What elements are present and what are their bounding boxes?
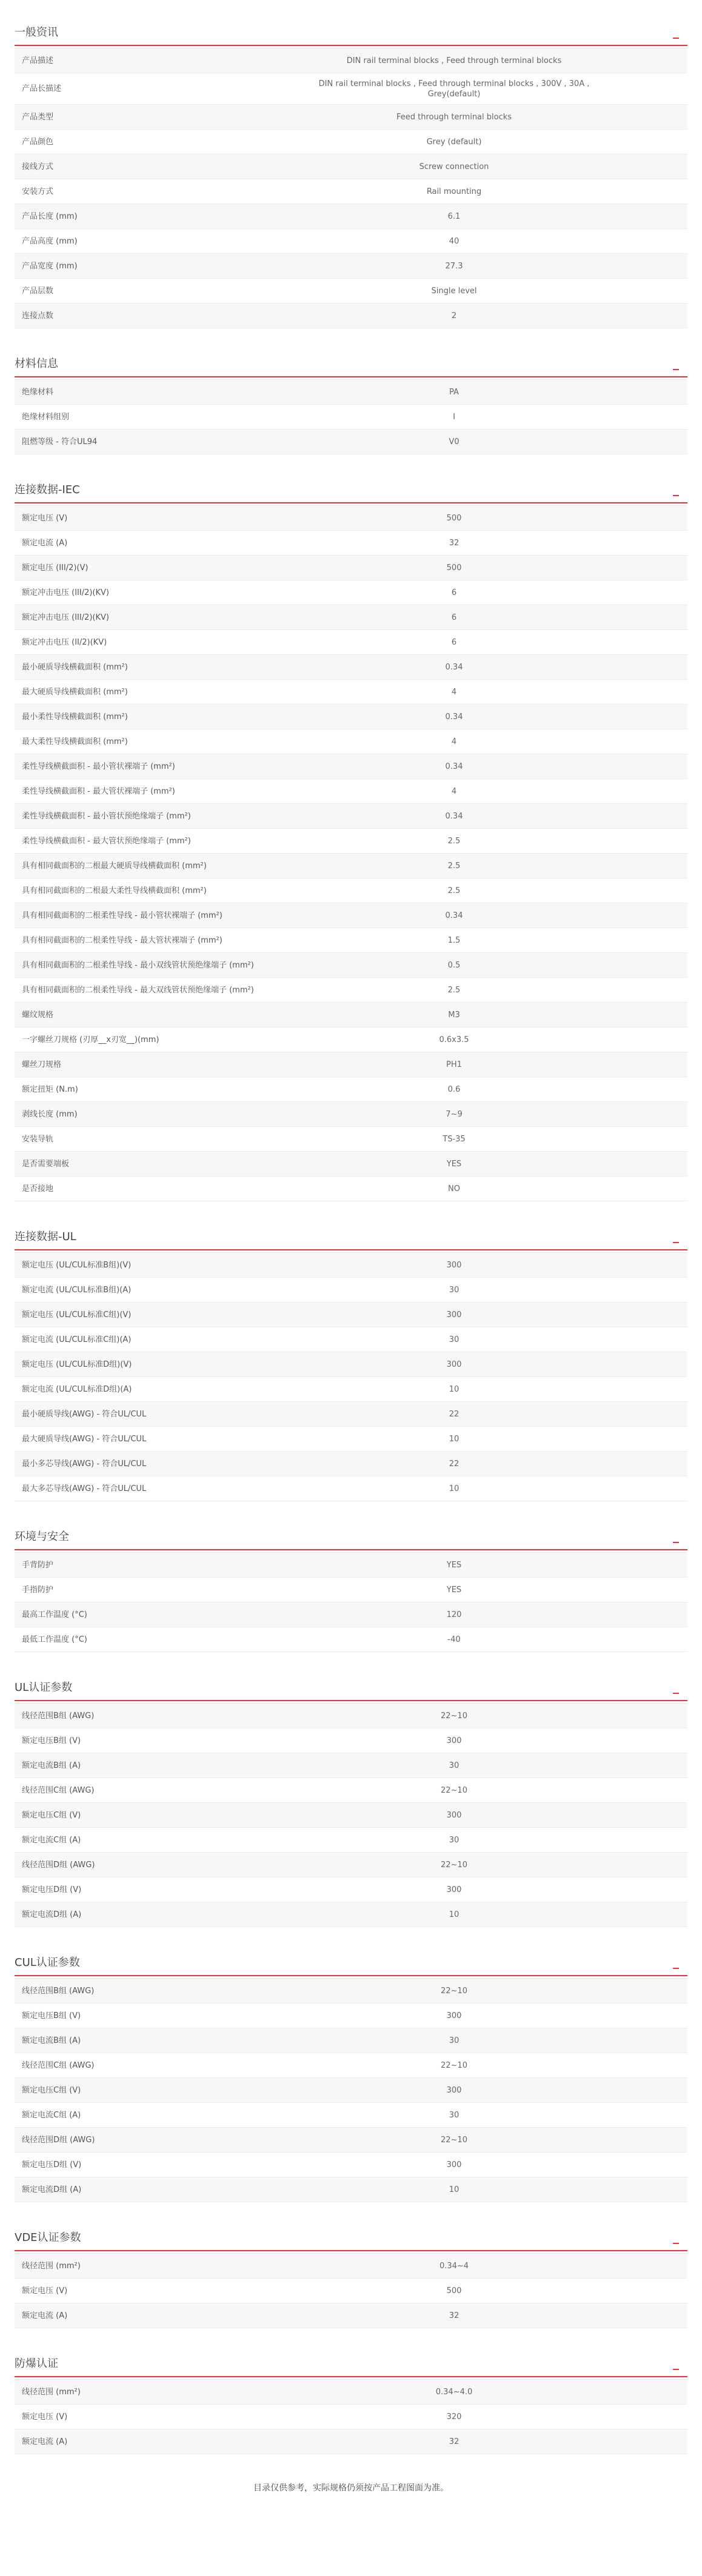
section-title: 一般资讯: [15, 26, 58, 39]
section-title: CUL认证参数: [15, 1956, 80, 1969]
spec-value: 22~10: [441, 2060, 467, 2070]
spec-value: 22~10: [441, 1785, 467, 1795]
spec-value: 500: [446, 513, 462, 523]
spec-value: 27.3: [445, 261, 463, 271]
table-row: [15, 2303, 687, 2328]
table-row: [15, 680, 687, 705]
spec-table: [15, 1703, 687, 1927]
table-row: [15, 630, 687, 655]
spec-label: 额定电流 (A): [22, 538, 68, 548]
spec-value: 2.5: [447, 886, 461, 895]
spec-label: 具有相同截面积的二根柔性导线 - 最小双线管状预绝缘端子 (mm²): [22, 960, 254, 970]
spec-table: [15, 1252, 687, 1501]
section-title: 连接数据-UL: [15, 1230, 76, 1243]
spec-label: 线径范围C组 (AWG): [22, 1785, 95, 1795]
table-row: [15, 105, 687, 130]
spec-value: 0.34: [445, 911, 463, 920]
spec-value: PH1: [446, 1060, 462, 1069]
spec-label: 最大多芯导线(AWG) - 符合UL/CUL: [22, 1484, 147, 1493]
spec-value: 300: [446, 2160, 462, 2169]
collapse-icon[interactable]: [673, 1968, 679, 1969]
spec-value: 300: [446, 1885, 462, 1894]
spec-value: 10: [449, 1384, 460, 1394]
spec-table: [15, 505, 687, 1201]
table-row: [15, 2053, 687, 2078]
spec-section: [15, 2351, 687, 2454]
table-row: [15, 154, 687, 179]
spec-value: DIN rail terminal blocks , Feed through terminal blocks: [346, 56, 562, 65]
spec-value: M3: [448, 1010, 460, 1020]
section-header[interactable]: [15, 1950, 687, 1976]
spec-label: 具有相同截面积的二根柔性导线 - 最大双线管状预绝缘端子 (mm²): [22, 985, 254, 995]
spec-value: 120: [446, 1610, 462, 1619]
section-title: 材料信息: [15, 357, 58, 370]
spec-label: 手背防护: [22, 1560, 54, 1570]
table-row: [15, 1127, 687, 1152]
table-row: [15, 2128, 687, 2153]
table-row: [15, 1778, 687, 1803]
spec-label: 接线方式: [22, 162, 54, 171]
spec-section: [15, 477, 687, 1201]
collapse-icon[interactable]: [673, 38, 679, 39]
spec-value: 300: [446, 1260, 462, 1270]
section-title: 环境与安全: [15, 1530, 69, 1543]
spec-label: 产品长描述: [22, 84, 62, 93]
table-row: [15, 1377, 687, 1402]
table-row: [15, 1177, 687, 1201]
spec-value: 2.5: [447, 985, 461, 995]
table-row: [15, 1102, 687, 1127]
spec-label: 额定电流 (UL/CUL标准C组)(A): [22, 1335, 132, 1344]
table-row: [15, 506, 687, 531]
table-row: [15, 1278, 687, 1303]
spec-table: [15, 1978, 687, 2202]
table-row: [15, 1602, 687, 1627]
collapse-icon[interactable]: [673, 369, 679, 370]
table-row: [15, 2429, 687, 2454]
table-row: [15, 1728, 687, 1753]
section-header[interactable]: [15, 19, 687, 46]
spec-section: [15, 1675, 687, 1927]
spec-value: 300: [446, 2085, 462, 2095]
spec-value: TS-35: [443, 1134, 466, 1144]
spec-value: 22: [449, 1459, 460, 1469]
spec-value: 0.34~4: [439, 2261, 469, 2271]
spec-label: 线径范围D组 (AWG): [22, 1860, 95, 1870]
table-row: [15, 1853, 687, 1877]
spec-value: 4: [451, 687, 457, 697]
spec-label: 额定电压 (V): [22, 2286, 68, 2295]
table-row: [15, 729, 687, 754]
spec-value: 32: [449, 538, 460, 548]
table-row: [15, 1352, 687, 1377]
section-header[interactable]: [15, 1675, 687, 1701]
table-row: [15, 531, 687, 556]
spec-label: 产品类型: [22, 112, 54, 122]
table-row: [15, 903, 687, 928]
spec-value: Grey (default): [426, 137, 482, 147]
table-row: [15, 1452, 687, 1476]
spec-label: 额定电压 (UL/CUL标准D组)(V): [22, 1359, 132, 1369]
spec-value: 7~9: [446, 1109, 463, 1119]
spec-label: 阻燃等级 - 符合UL94: [22, 437, 98, 446]
table-row: [15, 229, 687, 254]
spec-label: 额定电压 (V): [22, 2412, 68, 2422]
table-row: [15, 1253, 687, 1278]
spec-value: 10: [449, 1484, 460, 1493]
spec-value: 0.6: [447, 1084, 461, 1094]
spec-label: 最小多芯导线(AWG) - 符合UL/CUL: [22, 1459, 147, 1469]
spec-label: 线径范围C组 (AWG): [22, 2060, 95, 2070]
table-row: [15, 1402, 687, 1427]
table-row: [15, 2177, 687, 2202]
spec-value: 0.5: [447, 960, 461, 970]
spec-value: 300: [446, 1359, 462, 1369]
spec-label: 额定电流C组 (A): [22, 2110, 81, 2120]
spec-value: Rail mounting: [426, 187, 482, 196]
table-row: [15, 1979, 687, 2003]
spec-value: 0.34: [445, 811, 463, 821]
spec-label: 绝缘材料: [22, 387, 54, 397]
table-row: [15, 279, 687, 304]
table-row: [15, 878, 687, 903]
spec-value: 0.34: [445, 662, 463, 672]
spec-label: 最小硬质导线(AWG) - 符合UL/CUL: [22, 1409, 147, 1419]
spec-value: 6: [451, 612, 457, 622]
table-row: [15, 1578, 687, 1602]
spec-value: 2: [451, 311, 457, 320]
spec-label: 产品高度 (mm): [22, 236, 78, 246]
table-row: [15, 705, 687, 729]
spec-value: 1.5: [447, 935, 461, 945]
spec-value: 0.34: [445, 762, 463, 771]
section-header[interactable]: [15, 2351, 687, 2377]
spec-section: [15, 1224, 687, 1501]
spec-label: 具有相同截面积的二根最大柔性导线横截面积 (mm²): [22, 886, 207, 895]
spec-value: Single level: [431, 286, 477, 296]
spec-sections: [15, 19, 687, 2454]
spec-value: 4: [451, 786, 457, 796]
table-row: [15, 978, 687, 1003]
spec-label: 额定电流D组 (A): [22, 1910, 82, 1919]
spec-label: 额定电流C组 (A): [22, 1835, 81, 1845]
spec-label: 安装导轨: [22, 1134, 54, 1144]
table-row: [15, 1704, 687, 1728]
spec-label: 额定电流B组 (A): [22, 1761, 81, 1770]
table-row: [15, 556, 687, 580]
spec-label: 额定电压 (UL/CUL标准C组)(V): [22, 1310, 132, 1320]
spec-label: 额定电流 (UL/CUL标准D组)(A): [22, 1384, 132, 1394]
table-row: [15, 2405, 687, 2429]
spec-value: 22~10: [441, 1860, 467, 1870]
spec-value: 500: [446, 2286, 462, 2295]
spec-value: 30: [449, 2110, 460, 2120]
collapse-icon[interactable]: [673, 1542, 679, 1543]
spec-label: 额定电流D组 (A): [22, 2185, 82, 2194]
spec-label: 额定电压B组 (V): [22, 2011, 81, 2020]
spec-label: 额定扭矩 (N.m): [22, 1084, 78, 1094]
table-row: [15, 1476, 687, 1501]
spec-label: 额定电流 (A): [22, 2437, 68, 2446]
spec-value: 22~10: [441, 2135, 467, 2145]
table-row: [15, 1003, 687, 1027]
spec-value: 300: [446, 1310, 462, 1320]
spec-page: [15, 0, 687, 2518]
table-row: [15, 1303, 687, 1327]
spec-section: [15, 351, 687, 454]
spec-value: 300: [446, 1810, 462, 1820]
spec-table: [15, 2253, 687, 2328]
table-row: [15, 254, 687, 279]
table-row: [15, 204, 687, 229]
table-row: [15, 1753, 687, 1778]
spec-label: 额定电压D组 (V): [22, 2160, 82, 2169]
spec-value: 10: [449, 2185, 460, 2194]
spec-value: 4: [451, 737, 457, 746]
spec-value: V0: [449, 437, 460, 446]
spec-value: DIN rail terminal blocks , Feed through terminal blocks , 300V , 30A , Grey(default): [318, 79, 590, 99]
spec-label: 柔性导线横截面积 - 最大管状预绝缘端子 (mm²): [22, 836, 191, 846]
spec-label: 最高工作温度 (°C): [22, 1610, 87, 1619]
spec-value: 30: [449, 1285, 460, 1295]
table-row: [15, 1877, 687, 1902]
spec-value: 300: [446, 2011, 462, 2020]
table-row: [15, 829, 687, 854]
table-row: [15, 580, 687, 605]
table-row: [15, 1327, 687, 1352]
table-row: [15, 73, 687, 105]
table-row: [15, 405, 687, 430]
spec-value: YES: [446, 1560, 462, 1570]
spec-label: 额定电压 (UL/CUL标准B组)(V): [22, 1260, 132, 1270]
section-header[interactable]: [15, 351, 687, 377]
spec-label: 额定冲击电压 (III/2)(KV): [22, 612, 109, 622]
table-row: [15, 1828, 687, 1853]
spec-label: 线径范围 (mm²): [22, 2387, 81, 2397]
spec-section: [15, 1950, 687, 2202]
spec-table: [15, 379, 687, 454]
spec-value: 22~10: [441, 1711, 467, 1721]
spec-value: 6: [451, 588, 457, 597]
spec-label: 额定电压 (V): [22, 513, 68, 523]
table-row: [15, 430, 687, 454]
spec-section: [15, 2225, 687, 2328]
spec-table: [15, 1552, 687, 1652]
spec-label: 产品颜色: [22, 137, 54, 147]
spec-label: 最小硬质导线横截面积 (mm²): [22, 662, 128, 672]
spec-label: 线径范围B组 (AWG): [22, 1986, 95, 1996]
table-row: [15, 2003, 687, 2028]
table-row: [15, 854, 687, 878]
table-row: [15, 2103, 687, 2128]
spec-label: 最大硬质导线(AWG) - 符合UL/CUL: [22, 1434, 147, 1444]
table-row: [15, 1027, 687, 1052]
spec-table: [15, 2379, 687, 2454]
spec-label: 额定电流 (UL/CUL标准B组)(A): [22, 1285, 132, 1295]
spec-label: 产品描述: [22, 56, 54, 65]
spec-label: 剥线长度 (mm): [22, 1109, 78, 1119]
table-row: [15, 1152, 687, 1177]
table-row: [15, 304, 687, 328]
spec-label: 螺丝刀规格: [22, 1060, 62, 1069]
section-title: 连接数据-IEC: [15, 483, 80, 496]
spec-label: 具有相同截面积的二根柔性导线 - 最小管状裸端子 (mm²): [22, 911, 222, 920]
spec-label: 安装方式: [22, 187, 54, 196]
spec-label: 线径范围 (mm²): [22, 2261, 81, 2271]
section-header[interactable]: [15, 1524, 687, 1550]
spec-label: 线径范围B组 (AWG): [22, 1711, 95, 1721]
spec-value: 2.5: [447, 861, 461, 871]
spec-label: 螺纹规格: [22, 1010, 54, 1020]
table-row: [15, 655, 687, 680]
spec-label: 额定冲击电压 (II/2)(KV): [22, 637, 107, 647]
spec-section: [15, 19, 687, 328]
spec-label: 最低工作温度 (°C): [22, 1635, 87, 1644]
spec-label: 具有相同截面积的二根柔性导线 - 最大管状裸端子 (mm²): [22, 935, 222, 945]
spec-label: 产品长度 (mm): [22, 211, 78, 221]
spec-value: 6.1: [447, 211, 461, 221]
table-row: [15, 928, 687, 953]
spec-label: 最大柔性导线横截面积 (mm²): [22, 737, 128, 746]
spec-value: 32: [449, 2311, 460, 2320]
spec-value: 0.6x3.5: [439, 1035, 469, 1044]
table-row: [15, 2078, 687, 2103]
spec-value: 30: [449, 1835, 460, 1845]
spec-value: 32: [449, 2437, 460, 2446]
spec-label: 柔性导线横截面积 - 最大管状裸端子 (mm²): [22, 786, 175, 796]
spec-label: 产品层数: [22, 286, 54, 296]
collapse-icon[interactable]: [673, 1242, 679, 1243]
table-row: [15, 953, 687, 978]
table-row: [15, 380, 687, 405]
spec-label: 额定电流 (A): [22, 2311, 68, 2320]
table-row: [15, 1553, 687, 1578]
spec-label: 是否需要端板: [22, 1159, 70, 1169]
table-row: [15, 804, 687, 829]
section-title: UL认证参数: [15, 1681, 73, 1694]
spec-label: 手指防护: [22, 1585, 54, 1595]
spec-value: YES: [446, 1585, 462, 1595]
spec-label: 额定电压 (III/2)(V): [22, 563, 89, 573]
spec-value: 22: [449, 1409, 460, 1419]
spec-value: Feed through terminal blocks: [396, 112, 512, 122]
spec-label: 额定电压C组 (V): [22, 1810, 81, 1820]
spec-value: 500: [446, 563, 462, 573]
section-header[interactable]: [15, 2225, 687, 2251]
table-row: [15, 2380, 687, 2405]
table-row: [15, 2254, 687, 2279]
collapse-icon[interactable]: [673, 2369, 679, 2370]
spec-label: 绝缘材料组别: [22, 412, 70, 422]
spec-value: 10: [449, 1434, 460, 1444]
table-row: [15, 130, 687, 154]
spec-label: 具有相同截面积的二根最大硬质导线横截面积 (mm²): [22, 861, 207, 871]
spec-section: [15, 1524, 687, 1652]
spec-label: 线径范围D组 (AWG): [22, 2135, 95, 2145]
table-row: [15, 2279, 687, 2303]
spec-label: 额定冲击电压 (III/2)(KV): [22, 588, 109, 597]
collapse-icon[interactable]: [673, 1693, 679, 1694]
spec-value: 40: [449, 236, 460, 246]
spec-value: 22~10: [441, 1986, 467, 1996]
table-row: [15, 754, 687, 779]
spec-value: 2.5: [447, 836, 461, 846]
spec-label: 额定电流B组 (A): [22, 2036, 81, 2045]
table-row: [15, 2028, 687, 2053]
section-header[interactable]: [15, 477, 687, 503]
spec-value: 300: [446, 1736, 462, 1745]
spec-value: 10: [449, 1910, 460, 1919]
spec-label: 额定电压D组 (V): [22, 1885, 82, 1894]
table-row: [15, 1427, 687, 1452]
spec-value: 30: [449, 1335, 460, 1344]
spec-value: 0.34: [445, 712, 463, 722]
table-row: [15, 179, 687, 204]
footnote: 目录仅供参考，实际规格仍须按产品工程图面为准。: [253, 2483, 449, 2493]
section-title: 防爆认证: [15, 2357, 58, 2370]
table-row: [15, 605, 687, 630]
spec-value: 0.34~4.0: [435, 2387, 473, 2397]
spec-value: -40: [447, 1635, 461, 1644]
spec-label: 额定电压C组 (V): [22, 2085, 81, 2095]
spec-value: NO: [448, 1184, 460, 1193]
spec-label: 连接点数: [22, 311, 54, 320]
spec-table: [15, 48, 687, 328]
spec-label: 柔性导线横截面积 - 最小管状预绝缘端子 (mm²): [22, 811, 191, 821]
table-row: [15, 1077, 687, 1102]
spec-value: I: [453, 412, 455, 422]
table-row: [15, 1052, 687, 1077]
spec-label: 额定电压B组 (V): [22, 1736, 81, 1745]
spec-value: 30: [449, 2036, 460, 2045]
table-row: [15, 779, 687, 804]
table-row: [15, 2153, 687, 2177]
spec-label: 柔性导线横截面积 - 最小管状裸端子 (mm²): [22, 762, 175, 771]
section-title: VDE认证参数: [15, 2231, 81, 2244]
table-row: [15, 1902, 687, 1927]
spec-value: 30: [449, 1761, 460, 1770]
spec-value: Screw connection: [419, 162, 489, 171]
spec-label: 最小柔性导线横截面积 (mm²): [22, 712, 128, 722]
collapse-icon[interactable]: [673, 495, 679, 496]
table-row: [15, 1627, 687, 1652]
spec-value: YES: [446, 1159, 462, 1169]
spec-label: 是否接地: [22, 1184, 54, 1193]
table-row: [15, 48, 687, 73]
section-header[interactable]: [15, 1224, 687, 1250]
spec-value: 320: [446, 2412, 462, 2422]
spec-label: 最大硬质导线横截面积 (mm²): [22, 687, 128, 697]
table-row: [15, 1803, 687, 1828]
spec-label: 一字螺丝刀规格 (刃厚__x刃宽__)(mm): [22, 1035, 159, 1044]
collapse-icon[interactable]: [673, 2243, 679, 2244]
spec-value: 6: [451, 637, 457, 647]
spec-value: PA: [449, 387, 459, 397]
spec-label: 产品宽度 (mm): [22, 261, 78, 271]
